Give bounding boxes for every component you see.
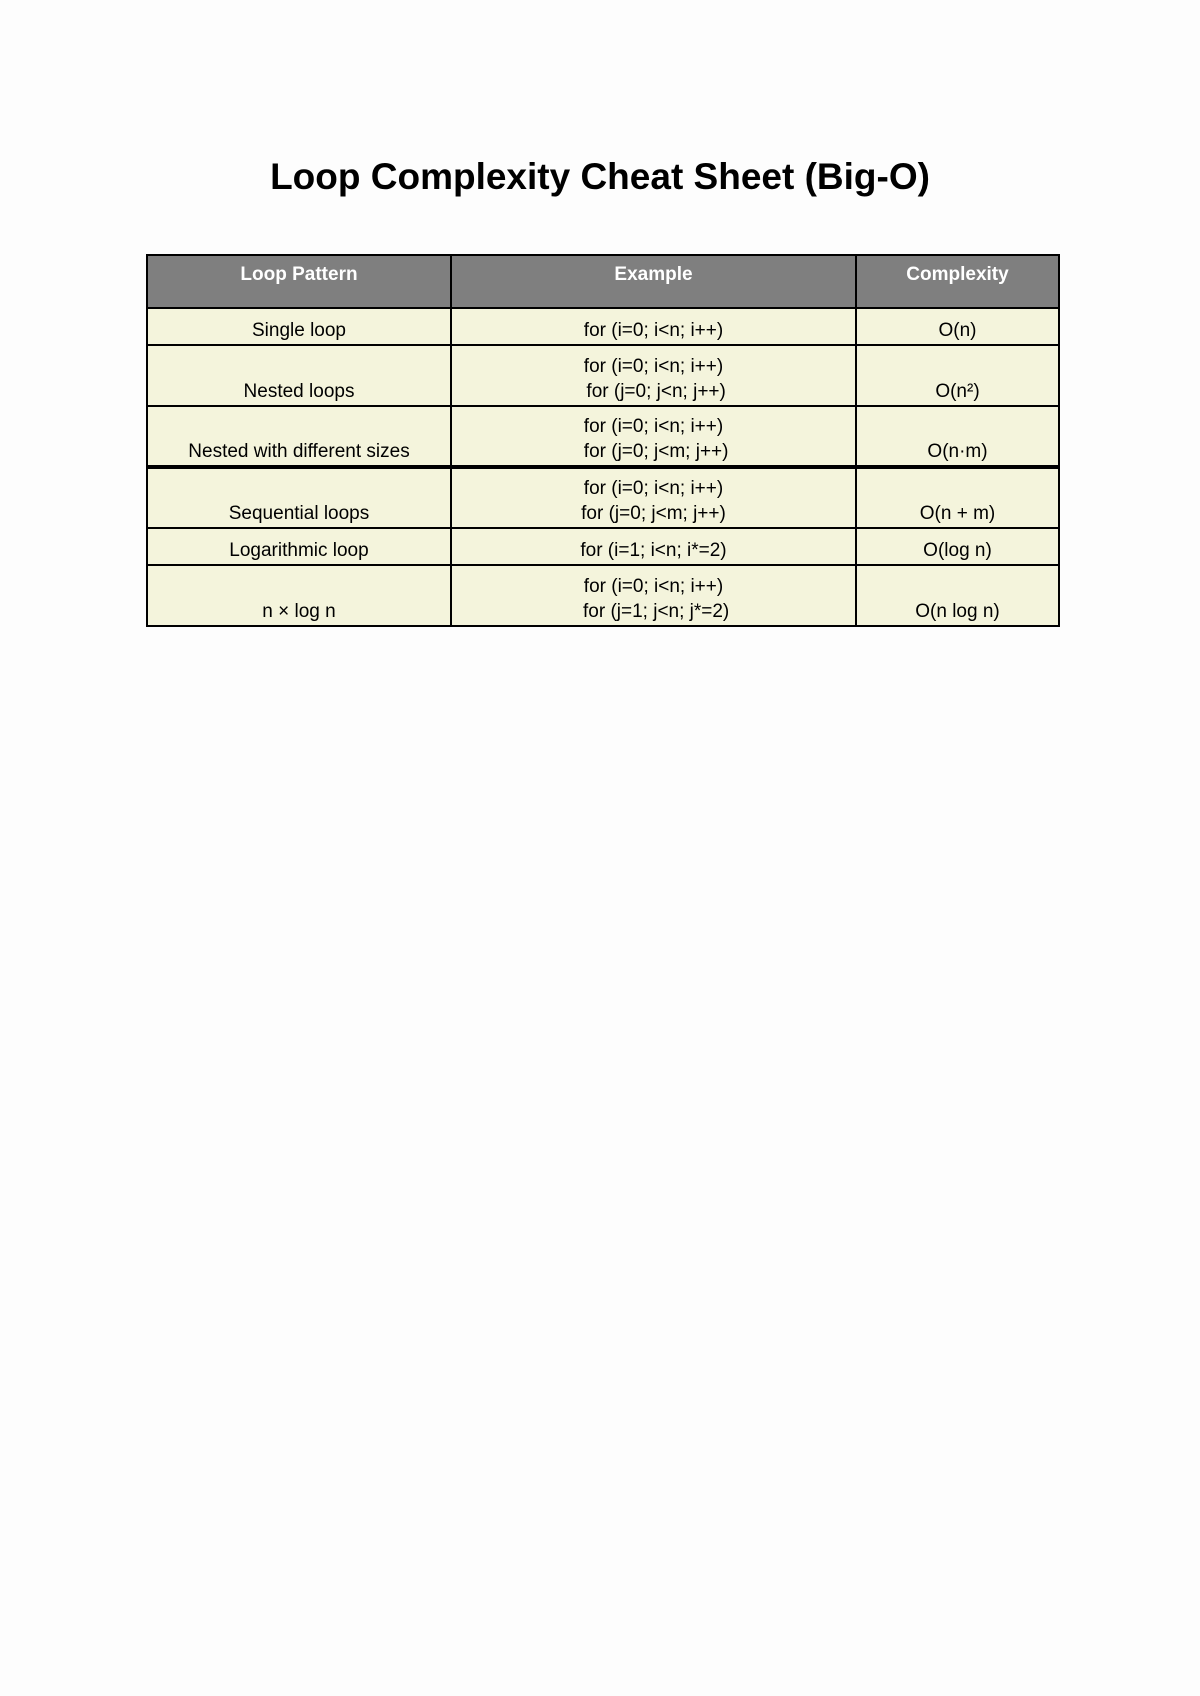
pattern-cell: Nested with different sizes <box>147 406 451 467</box>
code-line: for (j=0; j<m; j++) <box>578 441 729 462</box>
code-line: for (j=1; j<n; j*=2) <box>577 601 730 622</box>
complexity-cell: O(n²) <box>856 345 1059 406</box>
example-cell <box>451 528 856 565</box>
code-line: for (i=1; i<n; i*=2) <box>580 540 727 561</box>
code-line: for (i=0; i<n; i++) <box>583 576 724 597</box>
page-title: Loop Complexity Cheat Sheet (Big-O) <box>270 156 930 197</box>
example-cell <box>451 406 856 467</box>
complexity-cell: O(log n) <box>856 528 1059 565</box>
table-header-row <box>147 255 1059 308</box>
pattern-cell: Logarithmic loop <box>147 528 451 565</box>
pattern-cell: Sequential loops <box>147 467 451 528</box>
complexity-cell: O(n·m) <box>856 406 1059 467</box>
example-cell <box>451 467 856 528</box>
header-complexity: Complexity <box>856 255 1059 308</box>
code-line: for (i=0; i<n; i++) <box>583 356 724 377</box>
table-row <box>147 528 1059 565</box>
example-cell <box>451 345 856 406</box>
pattern-cell: Single loop <box>147 308 451 345</box>
table-row <box>147 467 1059 528</box>
code-line: for (j=0; j<m; j++) <box>581 503 726 524</box>
pattern-cell: n × log n <box>147 565 451 626</box>
complexity-cell: O(n log n) <box>856 565 1059 626</box>
complexity-cell: O(n + m) <box>856 467 1059 528</box>
code-line: for (i=0; i<n; i++) <box>583 320 724 341</box>
complexity-table <box>146 254 1060 627</box>
example-cell <box>451 308 856 345</box>
code-line: for (i=0; i<n; i++) <box>583 478 724 499</box>
table-row <box>147 406 1059 467</box>
table-row <box>147 565 1059 626</box>
header-loop-pattern: Loop Pattern <box>147 255 451 308</box>
table-row <box>147 308 1059 345</box>
code-line: for (j=0; j<n; j++) <box>581 381 726 402</box>
example-cell <box>451 565 856 626</box>
header-example: Example <box>451 255 856 308</box>
code-line: for (i=0; i<n; i++) <box>583 416 724 437</box>
table-row <box>147 345 1059 406</box>
pattern-cell: Nested loops <box>147 345 451 406</box>
complexity-cell: O(n) <box>856 308 1059 345</box>
